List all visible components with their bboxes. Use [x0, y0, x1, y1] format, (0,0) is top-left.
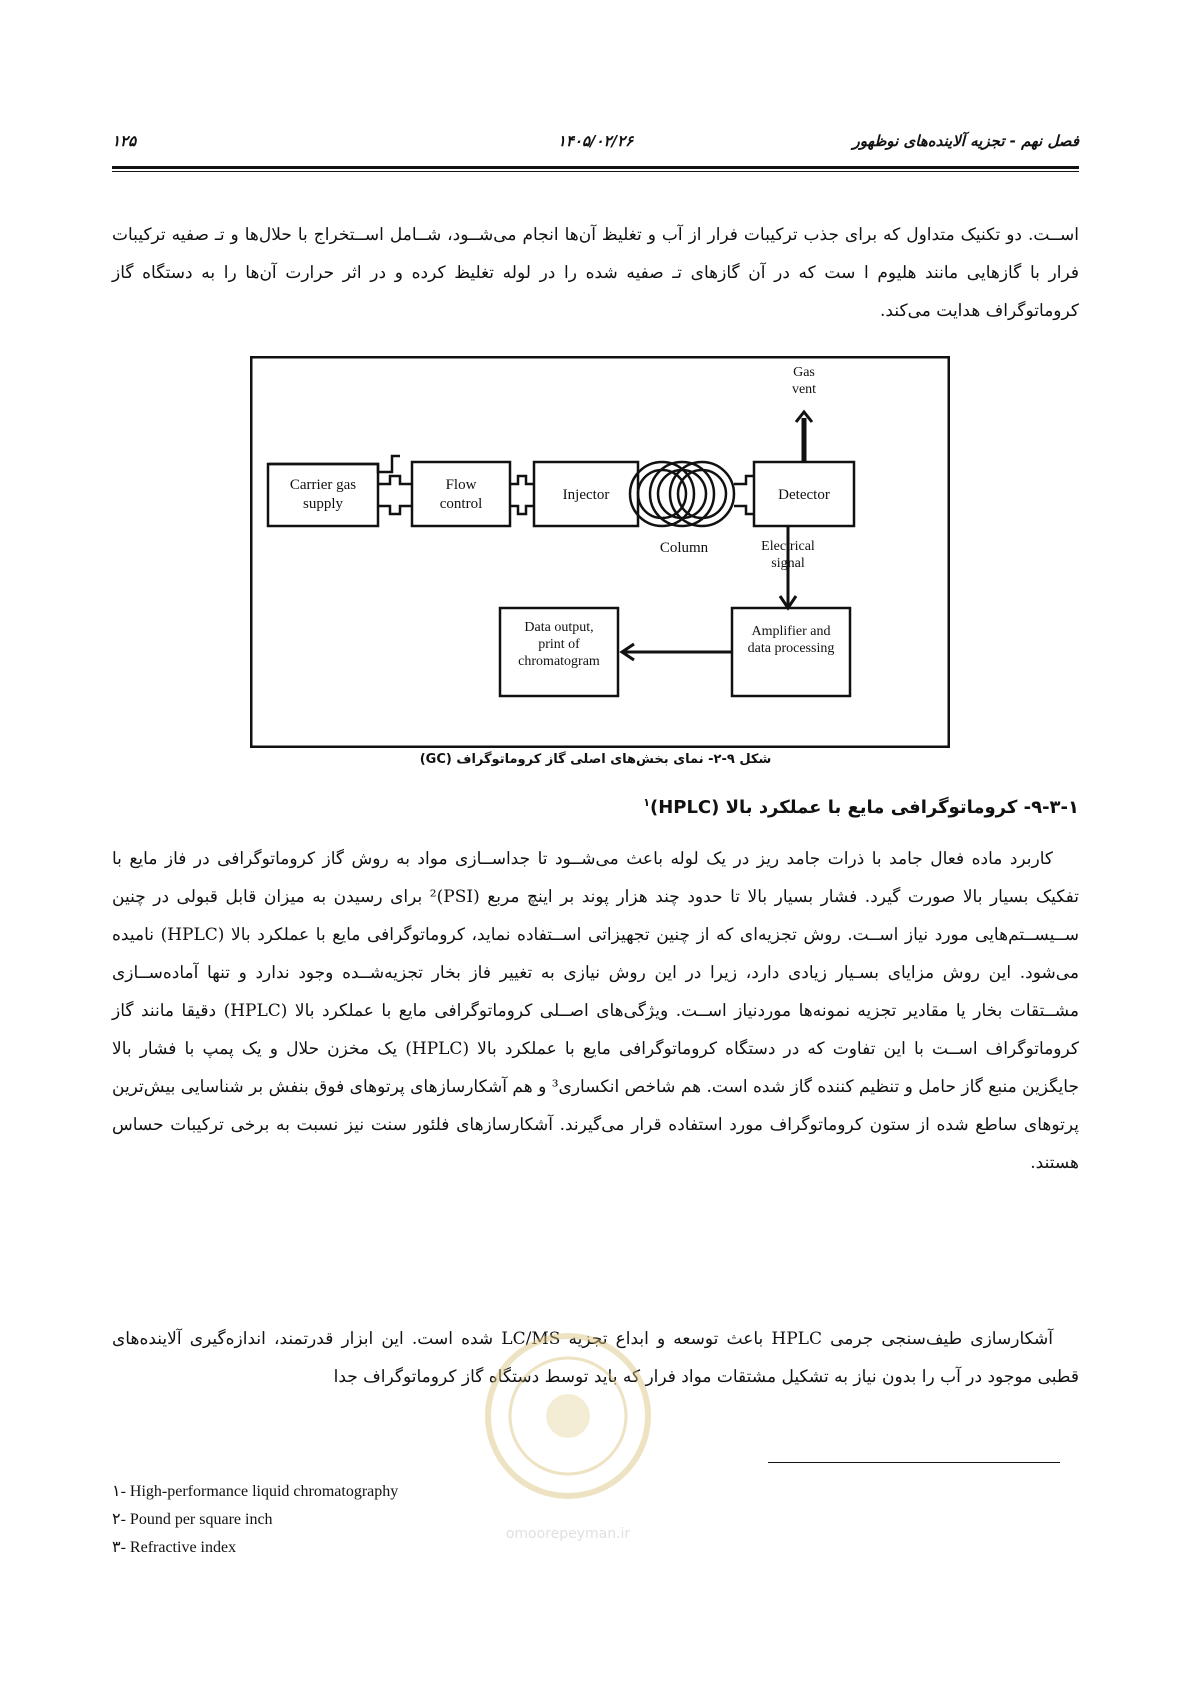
data-output-line3: chromatogram [518, 654, 600, 669]
header-date: ۱۴۰۵/۰۲/۲۶ [557, 132, 634, 150]
carrier-gas-box [268, 464, 378, 526]
column-label: Column [659, 540, 709, 556]
page-header [112, 132, 1079, 162]
watermark-seal [468, 1316, 668, 1546]
flow-control-box [412, 462, 510, 526]
section-heading [643, 796, 1079, 818]
intro-paragraph: اســت. دو تکنیک متداول که برای جذب ترکیبات فرار از آب و تغلیظ آن‌ها انجام می‌شــود، شــامل اســتخراج با حلال‌ها و تـ صفیه ترکیبات فرار با گازهایی مانند هلیوم ا ست که در آن گازهای تـ صفیه شده را در لوله تغلیظ کرده و در اثر حرارت آن‌ها را به دستگاه گاز کروماتوگراف هدایت می‌کند. [112, 225, 1079, 321]
injector-label: Injector [562, 487, 610, 503]
gas-vent-line1: Gas [793, 365, 815, 380]
flow-control-line2: control [439, 496, 483, 512]
footnote-rule [768, 1462, 1060, 1463]
gc-diagram [250, 356, 950, 752]
figure-caption: شکل ۹-۲- نمای بخش‌های اصلی گاز کروماتوگراف (GC) [419, 752, 772, 767]
footnote-2: ۲- Pound per square inch [112, 1511, 273, 1528]
footnote-1: ۱- High-performance liquid chromatography [112, 1483, 399, 1500]
carrier-gas-line1: Carrier gas [289, 477, 357, 493]
lcms-paragraph: آشکارسازی طیف‌سنجی جرمی HPLC باعث توسعه و ابداع تجزیه LC/MS شده است. این ابزار قدرتمند، اندازه‌گیری آلاینده‌های قطبی موجود در آب را بدون نیاز به تشکیل مشتقات مواد فرار که باید توسط دستگاه گاز کروماتوگراف جدا [112, 1329, 1079, 1387]
flow-control-line1: Flow [445, 477, 477, 493]
electrical-signal-line2: signal [771, 556, 805, 571]
footnotes [112, 1478, 398, 1562]
hplc-paragraph: کاربرد ماده فعال جامد با ذرات جامد ریز در یک لوله باعث می‌شــود تا جداســازی مواد به روش گاز کروماتوگرافی در فاز مایع با تفکیک بسیار بالا صورت گیرد. فشار بسیار بالا تا حدود چند هزار پوند بر اینچ مربع (PSI)² برای رسیدن به میزان قابل قبولی در چنین ســیســتم‌هایی مورد نیاز اســت. روش تجزیه‌ای که از چنین تجهیزاتی اســتفاده نماید، کروماتوگرافی مایع با عملکرد بالا (HPLC) نامیده می‌شود. این روش مزایای بسـیار زیادی دارد، زیرا در این روش نیازی به تغییر فاز بخار تجزیه‌شــده وجود ندارد و تنها آماده‌ســازی مشــتقات بخار یا مقادیر تجزیه نمونه‌ها موردنیاز اســت. ویژگی‌های اصــلی کروماتوگرافی مایع با عملکرد بالا (HPLC) دقیقا مانند گاز کروماتوگراف اســت با این تفاوت که در دستگاه کروماتوگرافی مایع با عملکرد بالا (HPLC) یک مخزن حلال و یک پمپ با فشار بالا جایگزین منبع گاز حامل و تنظیم کننده گاز شده است. هم شاخص انکساری³ و هم آشکارسازهای پرتوهای فوق بنفش بر شناسایی بیش‌ترین پرتوهای ساطع شده از ستون کروماتوگراف مورد استفاده قرار می‌گیرند. آشکارسازهای فلئور سنت نیز نسبت به برخی ترکیبات حساس هستند. [112, 849, 1080, 1173]
heading-footnote-ref: ۱ [643, 796, 650, 809]
figure-frame [251, 357, 949, 747]
amplifier-line2: data processing [747, 641, 835, 656]
chapter-title: فصل نهم - تجزیه آلاینده‌های نوظهور [852, 132, 1079, 150]
data-output-line1: Data output, [524, 620, 594, 635]
gas-vent-line2: vent [791, 382, 817, 397]
header-rule-thin [112, 171, 1079, 172]
header-rule-thick [112, 166, 1079, 169]
footnote-3: ۳- Refractive index [112, 1539, 237, 1556]
electrical-signal-line1: Electrical [761, 539, 815, 554]
page-number: ۱۲۵ [112, 132, 137, 150]
column-coil-icon [630, 462, 734, 526]
data-output-line2: print of [538, 637, 580, 652]
watermark-text: omoorepeyman.ir [505, 1526, 631, 1542]
detector-label: Detector [778, 487, 830, 503]
amplifier-line1: Amplifier and [751, 624, 831, 639]
carrier-gas-line2: supply [302, 496, 344, 512]
section-heading-text: ۹-۳-۱- کروماتوگرافی مایع با عملکرد بالا (HPLC) [649, 797, 1079, 818]
